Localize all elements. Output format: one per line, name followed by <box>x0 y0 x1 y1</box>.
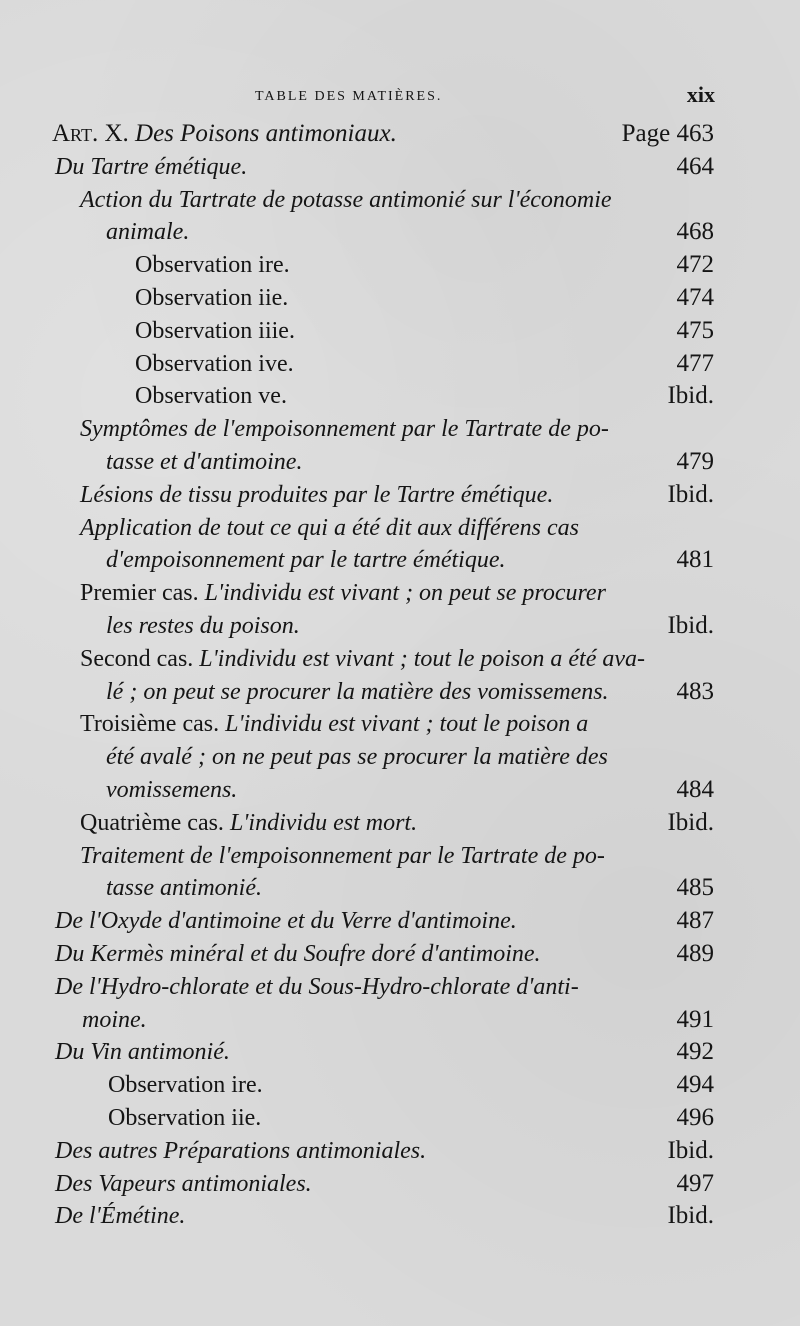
toc-entry <box>0 446 800 479</box>
toc-entry <box>0 1102 800 1135</box>
toc-entry <box>0 741 800 774</box>
toc-entry <box>0 1004 800 1037</box>
entry-title: Symptômes de l'empoisonnement par le Tartrate de po- <box>80 416 609 443</box>
toc-entry <box>0 544 800 577</box>
toc-entry <box>0 1069 800 1102</box>
toc-entry <box>0 1036 800 1069</box>
entry-prefix: Troisième cas. <box>80 711 220 738</box>
toc-entry <box>0 708 800 741</box>
entry-page: Ibid. <box>667 1136 714 1164</box>
entry-title: L'individu est vivant ; on peut se procurer <box>204 580 606 607</box>
running-title: TABLE DES MATIÈRES. <box>255 89 443 104</box>
entry-page: Ibid. <box>667 611 714 639</box>
toc-entry <box>0 380 800 413</box>
entry-page: Ibid. <box>667 1202 714 1230</box>
toc-entry <box>0 938 800 971</box>
toc-entry <box>0 348 800 381</box>
entry-title: d'empoisonnement par le tartre émétique. <box>106 547 506 574</box>
entry-title: Observation iiie. <box>135 317 295 344</box>
entry-page: 487 <box>676 907 714 935</box>
entry-page: 492 <box>676 1038 714 1066</box>
entry-title: L'individu est vivant ; tout le poison a été ava- <box>199 645 646 672</box>
entry-page: 479 <box>676 447 714 475</box>
entry-page: 475 <box>676 316 714 344</box>
entry-page: 464 <box>676 152 714 180</box>
toc-entry <box>0 774 800 807</box>
entry-title: Du Kermès minéral et du Soufre doré d'antimoine. <box>55 940 541 967</box>
entry-page: 474 <box>676 283 714 311</box>
entry-title: Lésions de tissu produites par le Tartre émétique. <box>80 481 554 508</box>
toc-entry <box>0 184 800 217</box>
entry-title: Observation ire. <box>135 252 290 279</box>
entry-page: 483 <box>676 677 714 705</box>
entry-title: moine. <box>82 1006 147 1033</box>
entry-title: animale. <box>106 219 190 246</box>
entry-title: les restes du poison. <box>106 612 300 639</box>
entry-prefix: Premier cas. <box>80 580 199 607</box>
entry-page: 472 <box>676 251 714 279</box>
entry-page: 477 <box>676 349 714 377</box>
entry-title: De l'Oxyde d'antimoine et du Verre d'antimoine. <box>55 908 517 935</box>
entry-title: Du Tartre émétique. <box>55 153 248 180</box>
entry-title: De l'Émétine. <box>55 1203 186 1230</box>
toc-entry <box>0 118 800 151</box>
toc-entry <box>0 676 800 709</box>
page-number: xix <box>686 82 715 107</box>
entry-prefix: Art. X. <box>52 120 129 147</box>
toc-entry <box>0 479 800 512</box>
toc-entry <box>0 807 800 840</box>
entry-page: 496 <box>676 1103 714 1131</box>
toc-entry <box>0 512 800 545</box>
entry-title: Application de tout ce qui a été dit aux différens cas <box>80 514 579 541</box>
entry-title: Observation iie. <box>135 284 289 311</box>
toc-entry <box>0 1200 800 1233</box>
toc-entry <box>0 151 800 184</box>
toc-entry <box>0 905 800 938</box>
entry-title: Du Vin antimonié. <box>55 1039 230 1066</box>
entry-title: Observation ve. <box>135 383 287 410</box>
entry-title: Des Poisons antimoniaux. <box>135 120 397 147</box>
toc-entry <box>0 643 800 676</box>
entry-page: 489 <box>676 939 714 967</box>
toc-entry <box>0 249 800 282</box>
entry-title: lé ; on peut se procurer la matière des vomissemens. <box>106 678 609 705</box>
entry-page: 481 <box>676 546 714 574</box>
toc-entry <box>0 216 800 249</box>
toc-entry <box>0 610 800 643</box>
entry-title: Des autres Préparations antimoniales. <box>55 1137 427 1164</box>
toc-entry <box>0 413 800 446</box>
toc-entry <box>0 1135 800 1168</box>
toc-entry <box>0 872 800 905</box>
entry-title: vomissemens. <box>106 776 238 803</box>
entry-page: 484 <box>676 775 714 803</box>
toc-entry <box>0 577 800 610</box>
entry-page: Page 463 <box>621 120 714 147</box>
entry-title: été avalé ; on ne peut pas se procurer la matière des <box>106 744 608 771</box>
entry-title: Des Vapeurs antimoniales. <box>55 1170 312 1197</box>
entry-title: Traitement de l'empoisonnement par le Tartrate de po- <box>80 842 605 869</box>
entry-page: 491 <box>676 1005 714 1033</box>
toc-entry <box>0 1168 800 1201</box>
entry-prefix: Quatrième cas. <box>80 809 224 836</box>
entry-page: Ibid. <box>667 382 714 410</box>
entry-title: Observation iie. <box>108 1104 262 1131</box>
toc-entry <box>0 315 800 348</box>
toc-entry <box>0 971 800 1004</box>
entry-page: 468 <box>676 218 714 246</box>
entry-title: L'individu est mort. <box>229 809 418 836</box>
entry-title: L'individu est vivant ; tout le poison a <box>225 711 589 738</box>
entry-page: 485 <box>676 874 714 902</box>
entry-title: De l'Hydro-chlorate et du Sous-Hydro-chlorate d'anti- <box>55 973 579 1000</box>
toc-entry <box>0 840 800 873</box>
table-of-contents <box>0 118 800 1233</box>
entry-title: tasse et d'antimoine. <box>106 448 303 475</box>
entry-page: Ibid. <box>667 480 714 508</box>
entry-title: tasse antimonié. <box>106 875 262 902</box>
entry-page: 494 <box>676 1071 714 1099</box>
entry-prefix: Second cas. <box>80 645 194 672</box>
entry-page: Ibid. <box>667 808 714 836</box>
entry-title: Observation ire. <box>108 1072 263 1099</box>
entry-title: Action du Tartrate de potasse antimonié sur l'économie <box>80 186 612 213</box>
entry-title: Observation ive. <box>135 350 294 377</box>
toc-entry <box>0 282 800 315</box>
entry-page: 497 <box>676 1169 714 1197</box>
